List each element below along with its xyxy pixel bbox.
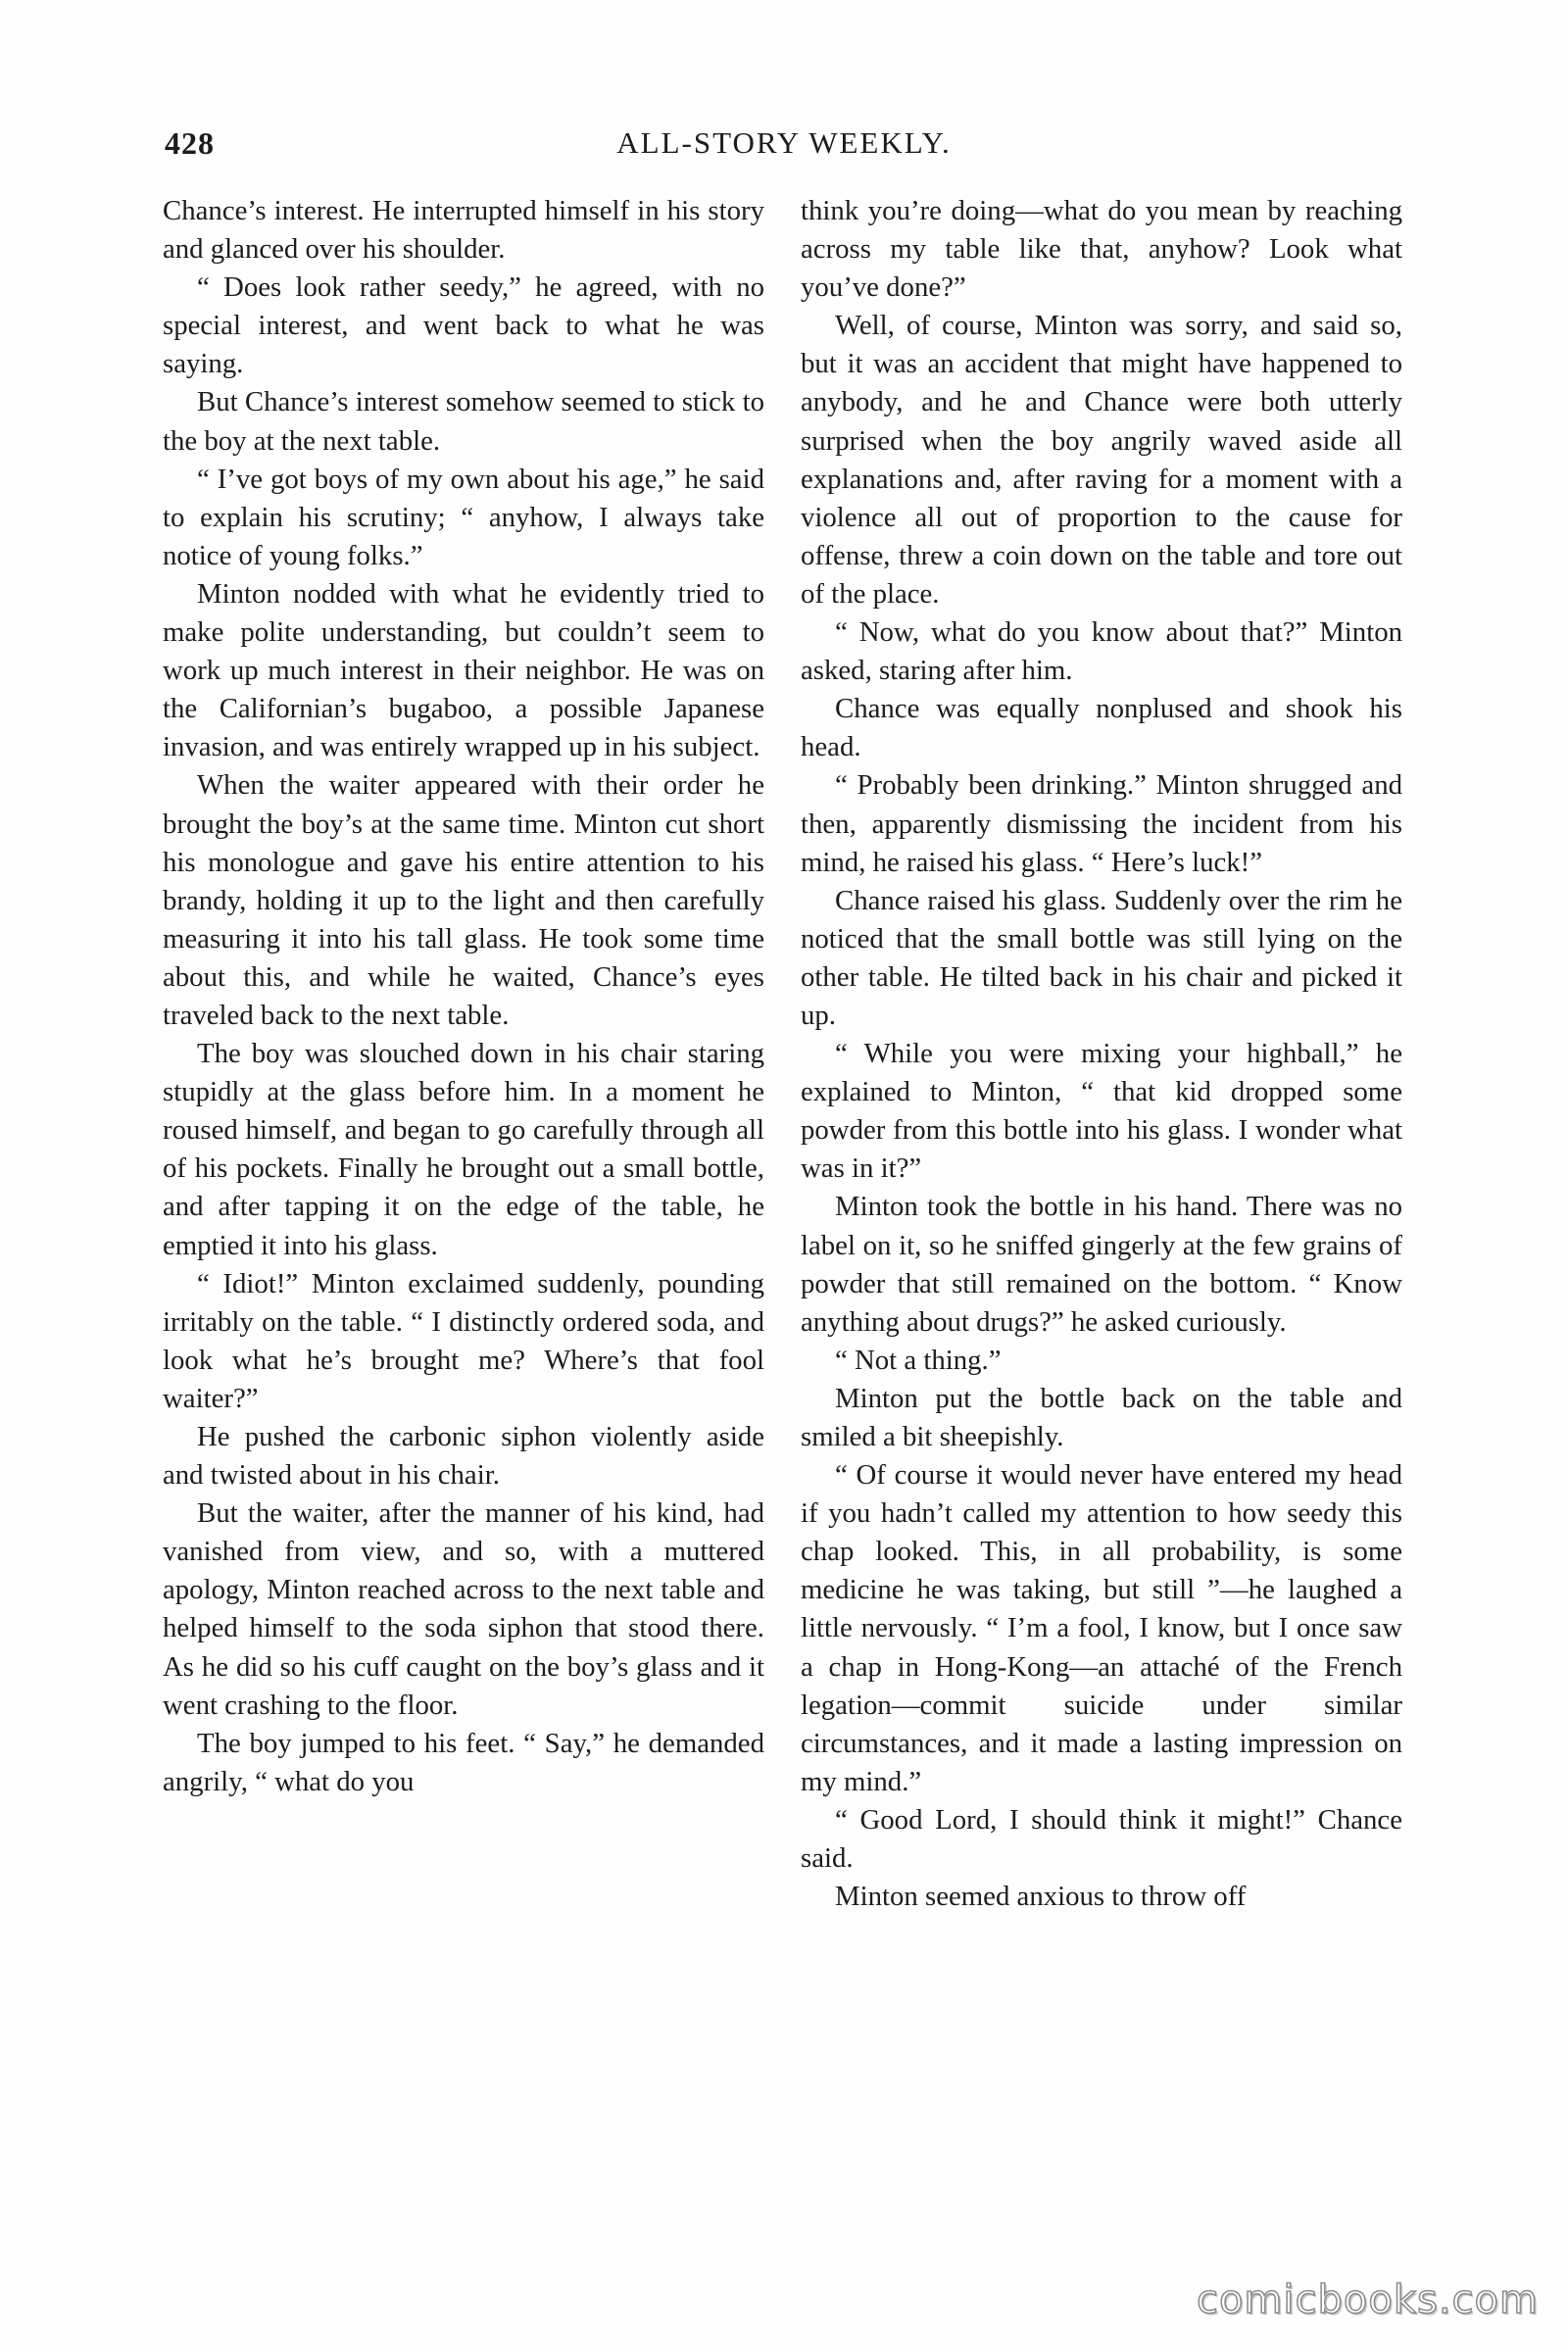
left-column — [163, 192, 764, 1801]
paragraph: Minton took the bottle in his hand. There was no label on it, so he sniffed gingerly at the few grains of powder that still remained on the bottom. “ Know anything about drugs?” he asked curiously. — [801, 1191, 1402, 1338]
paragraph: “ Probably been drinking.” Minton shrugged and then, apparently dismissing the incident from his mind, he raised his glass. “ Here’s luck!” — [801, 769, 1402, 878]
watermark: comicbooks.com — [1196, 2278, 1539, 2323]
paragraph: Chance’s interest. He interrupted himself in his story and glanced over his shoulder. — [163, 195, 764, 266]
paragraph: When the waiter appeared with their order he brought the boy’s at the same time. Minton cut short his monologue and gave his entire attention to his brandy, holding it up to the light and then carefully measuring it into his tall glass. He took some time about this, and while he waited, Chance’s eyes traveled back to the next table. — [163, 769, 764, 1031]
paragraph: “ Idiot!” Minton exclaimed suddenly, pounding irritably on the table. “ I distinctly ordered soda, and look what he’s brought me? Where’s that fool waiter?” — [163, 1267, 764, 1414]
paragraph: Minton seemed anxious to throw off — [835, 1881, 1247, 1913]
paragraph: Chance raised his glass. Suddenly over the rim he noticed that the small bottle was still lying on the other table. He tilted back in his chair and picked it up. — [801, 884, 1402, 1031]
paragraph: Minton put the bottle back on the table and smiled a bit sheepishly. — [801, 1382, 1402, 1452]
paragraph: But the waiter, after the manner of his kind, had vanished from view, and so, with a muttered apology, Minton reached across to the next table and helped himself to the soda siphon that stood there. As he did so his cuff caught on the boy’s glass and it went crashing to the floor. — [163, 1497, 764, 1721]
paragraph: Minton nodded with what he evidently tried to make polite understanding, but couldn’t seem to work up much interest in their neighbor. He was on the Californian’s bugaboo, a possible Japanese invasion, and was entirely wrapped up in his subject. — [163, 577, 764, 763]
paragraph: Well, of course, Minton was sorry, and said so, but it was an accident that might have happened to anybody, and he and Chance were both utterly surprised when the boy angrily waved aside all explanations and, after raving for a moment with a violence all out of proportion to the cause for offense, threw a coin down on the table and tore out of the place. — [801, 310, 1402, 610]
paragraph: The boy jumped to his feet. “ Say,” he demanded angrily, “ what do you — [163, 1727, 764, 1797]
paragraph: Chance was equally nonplused and shook his head. — [801, 693, 1402, 763]
paragraph: “ Of course it would never have entered my head if you hadn’t called my attention to how seedy this chap looked. This, in all probability, is some medicine he was taking, but still ”—he laughed a little nervously. “ I’m a fool, I know, but I once saw a chap in Hong-Kong—an attaché of the French legation—commit suicide under similar circumstances, and it made a lasting impression on my mind.” — [801, 1459, 1402, 1797]
paragraph: “ Not a thing.” — [835, 1344, 1002, 1376]
page-header — [165, 125, 1403, 174]
running-title: ALL-STORY WEEKLY. — [616, 125, 952, 160]
paragraph: He pushed the carbonic siphon violently aside and twisted about in his chair. — [163, 1421, 764, 1492]
paragraph: “ Now, what do you know about that?” Minton asked, staring after him. — [801, 616, 1402, 687]
paragraph: The boy was slouched down in his chair staring stupidly at the glass before him. In a moment he roused himself, and began to go carefully through all of his pockets. Finally he brought out a small bottle, and after tapping it on the edge of the table, he emptied it into his glass. — [163, 1038, 764, 1261]
paragraph: “ Does look rather seedy,” he agreed, with no special interest, and went back to what he was saying. — [163, 271, 764, 380]
paragraph: “ While you were mixing your highball,” he explained to Minton, “ that kid dropped some powder from this bottle into his glass. I wonder what was in it?” — [801, 1038, 1402, 1185]
paragraph: “ I’ve got boys of my own about his age,” he said to explain his scrutiny; “ anyhow, I always take notice of young folks.” — [163, 463, 764, 571]
page-number: 428 — [165, 125, 215, 161]
right-column — [801, 192, 1402, 1916]
paragraph: think you’re doing—what do you mean by reaching across my table like that, anyhow? Look what you’ve done?” — [801, 195, 1402, 304]
paragraph: “ Good Lord, I should think it might!” Chance said. — [801, 1803, 1402, 1875]
paragraph: But Chance’s interest somehow seemed to stick to the boy at the next table. — [163, 386, 764, 457]
